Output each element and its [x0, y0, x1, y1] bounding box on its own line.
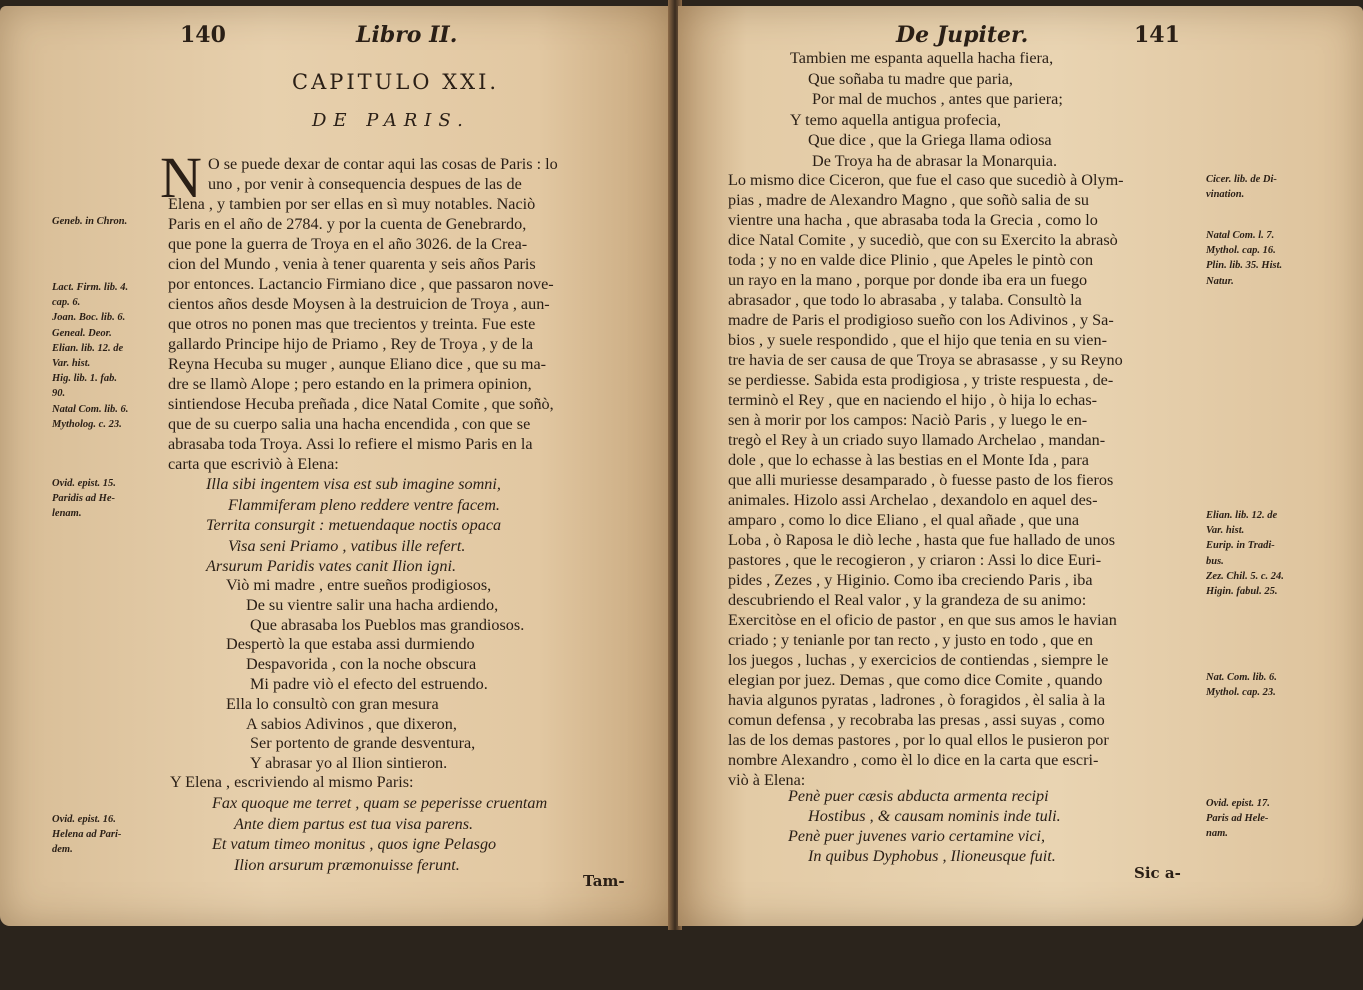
- verse-line: Por mal de muchos , antes que pariera;: [812, 90, 1063, 108]
- verse-line: Despavorida , con la noche obscura: [246, 655, 477, 674]
- margin-note: Elian. lib. 12. de: [52, 342, 124, 354]
- text-line: por entonces. Lactancio Firmiano dice , que passaron nove-: [168, 275, 554, 293]
- text-line: vientre una hacha , que abrasaba toda la Grecia , como lo: [728, 211, 1098, 229]
- text-line: pastores , que le recogieron , y criaron : Assi lo dice Euri-: [728, 551, 1102, 569]
- text-line: Reyna Hecuba su muger , aunque Eliano dice , que su ma-: [168, 355, 547, 373]
- verse-line: Fax quoque me terret , quam se peperisse cruentam: [212, 794, 548, 812]
- running-head: Libro II.: [356, 22, 458, 48]
- verse-line: In quibus Dyphobus , Ilioneusque fuit.: [808, 847, 1056, 865]
- margin-note: Mythol. cap. 16.: [1206, 245, 1276, 257]
- running-head: De Jupiter.: [896, 22, 1029, 48]
- verse-line: Que abrasaba los Pueblos mas grandiosos.: [250, 615, 525, 634]
- margin-note: dem.: [52, 844, 73, 856]
- margin-note: Joan. Boc. lib. 6.: [52, 312, 126, 324]
- text-line: nombre Alexandro , como èl lo dice en la carta que escri-: [728, 751, 1099, 769]
- verse-line: A sabios Adivinos , que dixeron,: [246, 714, 457, 733]
- verse-line: De su vientre salir una hacha ardiendo,: [246, 595, 499, 614]
- text-line: Lo mismo dice Ciceron, que fue el caso que sucediò à Olym-: [728, 171, 1124, 189]
- margin-note: Natal Com. l. 7.: [1206, 230, 1275, 241]
- margin-note: bus.: [1206, 555, 1224, 567]
- chapter-subtitle: DE PARIS.: [312, 110, 470, 131]
- text-line: toda ; y no en valde dice Plinio , que Apeles le pintò con: [728, 251, 1094, 269]
- verse-line: Que dice , que la Griega llama odiosa: [808, 131, 1052, 149]
- chapter-heading: CAPITULO XXI.: [292, 70, 500, 94]
- verse-line: Penè puer cæsis abducta armenta recipi: [788, 787, 1049, 805]
- margin-note: Lact. Firm. lib. 4.: [52, 282, 129, 293]
- left-page: [0, 6, 672, 926]
- margin-note: Geneb. in Chron.: [52, 216, 128, 227]
- margin-note: Cicer. lib. de Di-: [1206, 174, 1277, 185]
- text-line: tre havia de ser causa de que Troya se abrasasse , y su Reyno: [728, 351, 1123, 369]
- text-line: que de su cuerpo salia una hacha encendida , con que se: [168, 415, 531, 433]
- margin-note: Natur.: [1206, 275, 1234, 287]
- text-line: viò à Elena:: [728, 771, 806, 789]
- transition-line: Y Elena , escriviendo al mismo Paris:: [170, 773, 414, 791]
- text-line: tregò el Rey à un criado suyo llamado Archelao , mandan-: [728, 431, 1106, 449]
- text-line: cientos años desde Moysen à la destruicion de Troya , aun-: [168, 295, 550, 313]
- verse-line: Illa sibi ingentem visa est sub imagine somni,: [206, 475, 501, 493]
- verse-line: Flammiferam pleno reddere ventre facem.: [228, 495, 500, 514]
- text-line: uno , por venir à consequencia despues de las de: [208, 175, 522, 193]
- verse-line: Despertò la que estaba assi durmiendo: [226, 635, 475, 654]
- verse-line: Territa consurgit : metuendaque noctis opaca: [206, 516, 502, 534]
- verse-line: Mi padre viò el efecto del estruendo.: [250, 675, 488, 693]
- margin-note: Higin. fabul. 25.: [1206, 586, 1278, 597]
- verse-line: Ilion arsurum præmonuisse ferunt.: [234, 855, 460, 874]
- text-line: amparo , como lo dice Eliano , el qual añade , que una: [728, 511, 1080, 529]
- margin-note: Mythol. cap. 23.: [1206, 687, 1276, 699]
- margin-note: 90.: [52, 388, 66, 400]
- margin-note: Paris ad Hele-: [1206, 813, 1269, 825]
- text-line: que alli muriesse desamparado , ò fuesse pasto de los fieros: [728, 471, 1114, 489]
- text-line: las de los demas pastores , por lo qual ellos le pusieron por: [728, 731, 1109, 749]
- text-line: abrasador , que todo lo abrasaba , y talaba. Consultò la: [728, 291, 1082, 309]
- text-line: descubriendo el Real valor , y la grandeza de su animo:: [728, 591, 1087, 609]
- page-number: 141: [1134, 22, 1180, 48]
- margin-note: Ovid. epist. 16.: [52, 814, 116, 825]
- text-line: carta que escriviò à Elena:: [168, 455, 339, 473]
- verse-line: Ser portento de grande desventura,: [250, 734, 476, 753]
- text-line: se perdiesse. Sabida esta prodigiosa , y triste respuesta , de-: [728, 371, 1114, 389]
- drop-cap: N: [160, 145, 202, 210]
- catchword: Tam-: [583, 872, 625, 890]
- verse-line: Y temo aquella antigua profecia,: [790, 110, 1002, 129]
- text-line: sen à morir por los campos: Naciò Paris , y luego le en-: [728, 411, 1088, 429]
- verse-line: Penè puer juvenes vario certamine vici,: [788, 827, 1046, 845]
- text-line: elegian por juez. Demas , que como dice Comite , quando: [728, 671, 1103, 689]
- text-line: Paris en el año de 2784. y por la cuenta de Genebrardo,: [168, 215, 527, 233]
- margin-note: Var. hist.: [52, 358, 91, 369]
- text-line: pides , Zezes , y Higinio. Como iba creciendo Paris , iba: [728, 571, 1093, 589]
- text-line: Exercitòse en el oficio de pastor , en que sus amos le havian: [728, 611, 1117, 629]
- page-number: 140: [180, 22, 226, 48]
- text-line: havia algunos pyratas , ladrones , ò foragidos , èl salia à la: [728, 691, 1106, 709]
- margin-note: Ovid. epist. 17.: [1206, 798, 1270, 809]
- verse-line: Arsurum Paridis vates canit Ilion igni.: [206, 557, 456, 575]
- text-line: gallardo Principe hijo de Priamo , Rey de Troya , y de la: [168, 335, 534, 353]
- margin-note: nam.: [1206, 828, 1228, 840]
- text-line: dole , que lo echasse à las bestias en el Monte Ida , para: [728, 451, 1089, 469]
- margin-note: lenam.: [52, 508, 82, 520]
- verse-line: De Troya ha de abrasar la Monarquia.: [812, 151, 1057, 170]
- verse-line: Visa seni Priamo , vatibus ille refert.: [228, 536, 466, 555]
- margin-note: Helena ad Pari-: [52, 829, 122, 841]
- catchword: Sic a-: [1134, 864, 1181, 882]
- verse-line: Hostibus , & causam nominis inde tuli.: [808, 807, 1061, 825]
- margin-note: Elian. lib. 12. de: [1206, 510, 1278, 521]
- margin-note: Plin. lib. 35. Hist.: [1206, 260, 1283, 272]
- text-line: bios , y suele respondido , que el hijo que tenia en su vien-: [728, 331, 1107, 349]
- text-line: dice Natal Comite , y sucediò, que con su Exercito la abrasò: [728, 231, 1118, 249]
- margin-note: Ovid. epist. 15.: [52, 478, 116, 489]
- text-line: que pone la guerra de Troya en el año 3026. de la Crea-: [168, 235, 528, 253]
- margin-note: Hig. lib. 1. fab.: [52, 373, 118, 385]
- margin-note: Zez. Chil. 5. c. 24.: [1206, 570, 1284, 582]
- margin-note: Nat. Com. lib. 6.: [1206, 672, 1277, 683]
- text-line: Loba , ò Raposa le diò leche , hasta que fue hallado de unos: [728, 531, 1116, 549]
- right-page: [678, 6, 1363, 926]
- text-line: los juegos , luchas , y exercicios de contiendas , siempre le: [728, 651, 1109, 669]
- margin-note: Paridis ad He-: [52, 493, 115, 505]
- text-line: O se puede dexar de contar aqui las cosas de Paris : lo: [208, 155, 558, 173]
- margin-note: cap. 6.: [52, 297, 81, 309]
- margin-note: Geneal. Deor.: [52, 327, 112, 339]
- verse-line: Tambien me espanta aquella hacha fiera,: [790, 49, 1054, 67]
- verse-line: Et vatum timeo monitus , quos igne Pelasgo: [212, 835, 497, 853]
- text-line: animales. Hizolo assi Archelao , dexandolo en aquel des-: [728, 491, 1098, 509]
- verse-line: Ante diem partus est tua visa parens.: [234, 814, 474, 833]
- text-line: sintiendose Hecuba preñada , dice Natal Comite , que soñò,: [168, 395, 554, 413]
- text-line: pias , madre de Alexandro Magno , que soñò salia de su: [728, 191, 1089, 209]
- text-line: terminò el Rey , que en naciendo el hijo , ò hija lo echas-: [728, 391, 1098, 409]
- text-line: comun defensa , y recobraba las presas , assi suyas , como: [728, 711, 1105, 729]
- text-line: Elena , y tambien por ser ellas en sì muy notables. Naciò: [168, 195, 536, 213]
- verse-line: Que soñaba tu madre que paria,: [808, 69, 1013, 88]
- text-line: madre de Paris el prodigioso sueño con los Adivinos , y Sa-: [728, 311, 1114, 329]
- margin-note: Natal Com. lib. 6.: [52, 403, 129, 415]
- text-line: que otros no ponen mas que trecientos y treinta. Fue este: [168, 315, 536, 333]
- verse-line: Y abrasar yo al Ilion sintieron.: [250, 754, 448, 773]
- text-line: dre se llamò Alope ; pero estando en la primera opinion,: [168, 375, 532, 393]
- text-line: cion del Mundo , venia à tener quarenta y seis años Paris: [168, 255, 536, 273]
- margin-note: Mytholog. c. 23.: [52, 418, 122, 430]
- text-line: criado ; y tenianle por tan recto , y justo en todo , que en: [728, 631, 1094, 649]
- verse-line: Ella lo consultò con gran mesura: [226, 694, 439, 713]
- verse-line: Viò mi madre , entre sueños prodigiosos,: [226, 576, 492, 594]
- text-line: abrasaba toda Troya. Assi lo refiere el mismo Paris en la: [168, 435, 533, 453]
- text-line: un rayo en la mano , porque por donde iba era un fuego: [728, 271, 1088, 289]
- margin-note: Var. hist.: [1206, 525, 1245, 537]
- margin-note: vination.: [1206, 189, 1245, 201]
- margin-note: Eurip. in Tradi-: [1206, 540, 1275, 552]
